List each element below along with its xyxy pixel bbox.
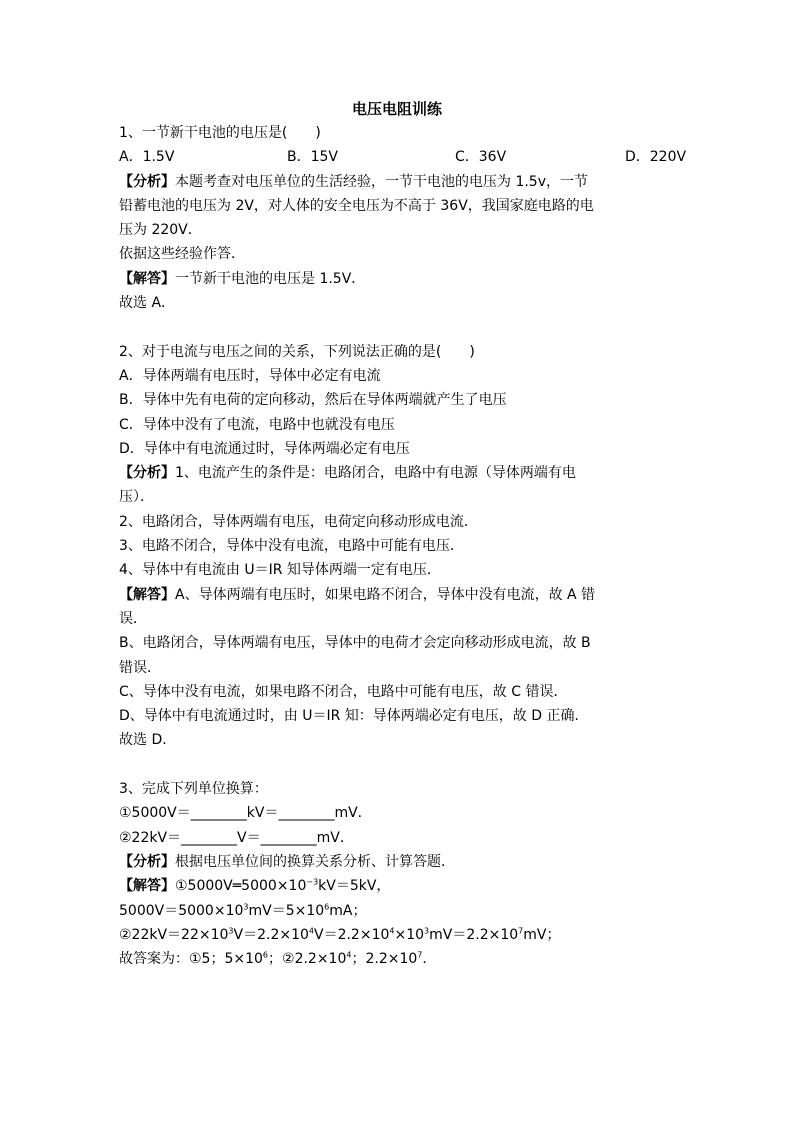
conversion-item-2: ②22kV＝________V＝________mV． [119, 829, 354, 846]
analysis-line: 压）． [119, 489, 154, 506]
analysis-text: 1、电流产生的条件是：电路闭合，电路中有电源（导体两端有电 [175, 465, 576, 482]
solution-text: ；2.2×10 [351, 951, 418, 968]
solution-line [119, 923, 691, 947]
analysis-line: 3、电路不闭合，导体中没有电流，电路中可能有电压． [119, 538, 464, 555]
analysis-line [119, 850, 691, 874]
answer-line: 故选 A． [119, 295, 176, 312]
solution-line [119, 899, 691, 923]
analysis-text: 根据电压单位间的换算关系分析、计算答题． [175, 853, 455, 870]
exponent: 6 [262, 950, 269, 960]
answer-line: C、导体中没有电流，如果电路不闭合，电路中可能有电压，故 C 错误． [119, 683, 568, 700]
conversion-item-1: ①5000V＝________kV＝________mV． [119, 805, 372, 822]
exponent: 6 [324, 901, 330, 911]
analysis-tag: 【分析】 [119, 173, 175, 190]
option-a: A．导体两端有电压时，导体中必定有电流 [119, 367, 381, 384]
exponent: 3 [243, 901, 249, 911]
exponent: −3 [306, 877, 319, 887]
solution-text: mA； [329, 902, 367, 919]
answer-line: 故选 D． [119, 732, 177, 749]
answer-line: B、电路闭合，导体两端有电压，导体中的电荷才会定向移动形成电流，故 B [119, 635, 591, 652]
solution-text: ×10 [394, 926, 425, 943]
final-answer-line [119, 947, 691, 971]
solution-text: ． [422, 951, 437, 968]
option-c: C．36V [455, 149, 507, 166]
answer-text: 一节新干电池的电压是 1.5V． [175, 270, 366, 287]
option-a: A．1.5V [119, 149, 175, 166]
analysis-line: 4、导体中有电流由 U＝IR 知导体两端一定有电压． [119, 562, 441, 579]
exponent: 7 [417, 950, 423, 960]
solution-text: kV＝5kV， [318, 878, 391, 895]
answer-line [119, 583, 691, 607]
answer-tag: 【解答】 [119, 270, 175, 287]
exponent: 7 [518, 926, 524, 936]
exponent: 4 [389, 926, 395, 936]
analysis-tag: 【分析】 [119, 853, 175, 870]
analysis-text: 本题考查对电压单位的生活经验，一节干电池的电压为 1.5v，一节 [175, 173, 588, 190]
question-stem: 1、一节新干电池的电压是( ) [119, 125, 321, 141]
option-b: B．导体中先有电荷的定向移动，然后在导体两端就产生了电压 [119, 392, 507, 409]
solution-text: ①5000V═5000×10 [175, 878, 307, 895]
solution-text: 5000V＝5000×10 [119, 902, 244, 919]
answer-text: A、导体两端有电压时，如果电路不闭合，导体中没有电流，故 A 错 [175, 586, 596, 603]
analysis-line: 依据这些经验作答． [119, 246, 245, 263]
option-d: D．导体中有电流通过时，导体两端必定有电压 [119, 440, 410, 457]
analysis-line: 压为 220V． [119, 222, 202, 239]
analysis-line: 铅蓄电池的电压为 2V，对人体的安全电压为不高于 36V，我国家庭电路的电 [119, 197, 594, 214]
option-b: B．15V [287, 149, 338, 166]
document-body [119, 121, 691, 971]
answer-line [119, 874, 691, 898]
spacer [119, 315, 691, 339]
question-1 [119, 121, 691, 315]
analysis-line [119, 461, 691, 485]
exponent: 3 [424, 926, 430, 936]
solution-text: mV； [523, 926, 561, 943]
analysis-line: 2、电路闭合，导体两端有电压，电荷定向移动形成电流． [119, 513, 478, 530]
solution-text: ②22kV＝22×10 [119, 926, 229, 943]
solution-text: 故答案为：①5；5×10 [119, 951, 263, 968]
spacer [119, 753, 691, 777]
question-2 [119, 340, 691, 753]
solution-text: mV＝2.2×10 [429, 926, 519, 943]
solution-text: V＝2.2×10 [314, 926, 390, 943]
option-d: D．220V [625, 149, 687, 166]
exponent: 4 [308, 926, 314, 936]
exponent: 3 [228, 926, 234, 936]
analysis-tag: 【分析】 [119, 465, 175, 482]
answer-tag: 【解答】 [119, 586, 175, 603]
exponent: 4 [346, 950, 352, 960]
analysis-line [119, 170, 691, 194]
solution-text: V＝2.2×10 [233, 926, 309, 943]
answer-line: D、导体中有电流通过时，由 U＝IR 知：导体两端必定有电压，故 D 正确． [119, 708, 589, 725]
solution-text: mV＝5×10 [248, 902, 325, 919]
answer-tag: 【解答】 [119, 878, 175, 895]
question-3 [119, 777, 691, 971]
page-title: 电压电阻训练 [351, 100, 442, 118]
answer-line: 误． [119, 610, 147, 627]
option-c: C．导体中没有了电流，电路中也就没有电压 [119, 416, 395, 433]
answer-line [119, 267, 691, 291]
solution-text: ；②2.2×10 [268, 951, 347, 968]
question-options [119, 145, 691, 169]
answer-line: 错误． [119, 659, 161, 676]
question-stem: 2、对于电流与电压之间的关系，下列说法正确的是( ) [119, 343, 475, 360]
question-stem: 3、完成下列单位换算： [119, 781, 268, 798]
